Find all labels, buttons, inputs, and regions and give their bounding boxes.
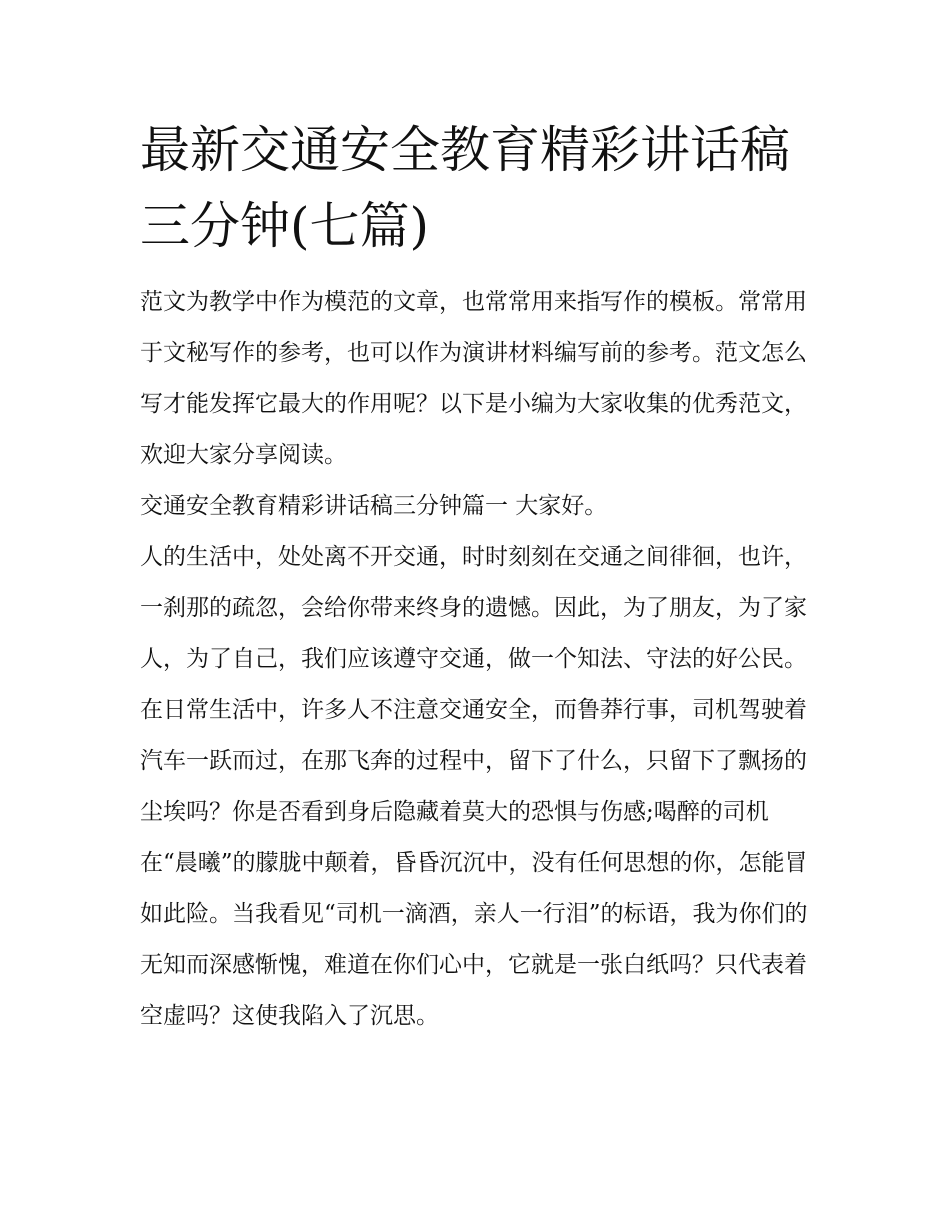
document-body — [140, 277, 815, 1042]
paragraph-daily-life: 在日常生活中，许多人不注意交通安全，而鲁莽行事，司机驾驶着汽车一跃而过，在那飞奔的过程中，留下了什么，只留下了飘扬的尘埃吗？你是否看到身后隐藏着莫大的恐惧与伤感;喝醉的司机在“晨曦”的朦胧中颠着，昏昏沉沉中，没有任何思想的你，怎能冒如此险。当我看见“司机一滴酒，亲人一行泪”的标语，我为你们的无知而深感惭愧，难道在你们心中，它就是一张白纸吗？只代表着空虚吗？这使我陷入了沉思。 — [140, 697, 808, 1029]
document-title: 最新交通安全教育精彩讲话稿三分钟(七篇) — [140, 121, 790, 255]
paragraph-traffic-life: 人的生活中，处处离不开交通，时时刻刻在交通之间徘徊，也许，一刹那的疏忽，会给你带来终身的遗憾。因此，为了朋友，为了家人，为了自己，我们应该遵守交通，做一个知法、守法的好公民。 — [140, 544, 807, 672]
paragraph-section-heading: 交通安全教育精彩讲话稿三分钟篇一 大家好。 — [140, 493, 608, 519]
paragraph-intro: 范文为教学中作为模范的文章，也常常用来指写作的模板。常常用于文秘写作的参考，也可以作为演讲材料编写前的参考。范文怎么写才能发挥它最大的作用呢？以下是小编为大家收集的优秀范文，欢迎大家分享阅读。 — [140, 289, 807, 468]
